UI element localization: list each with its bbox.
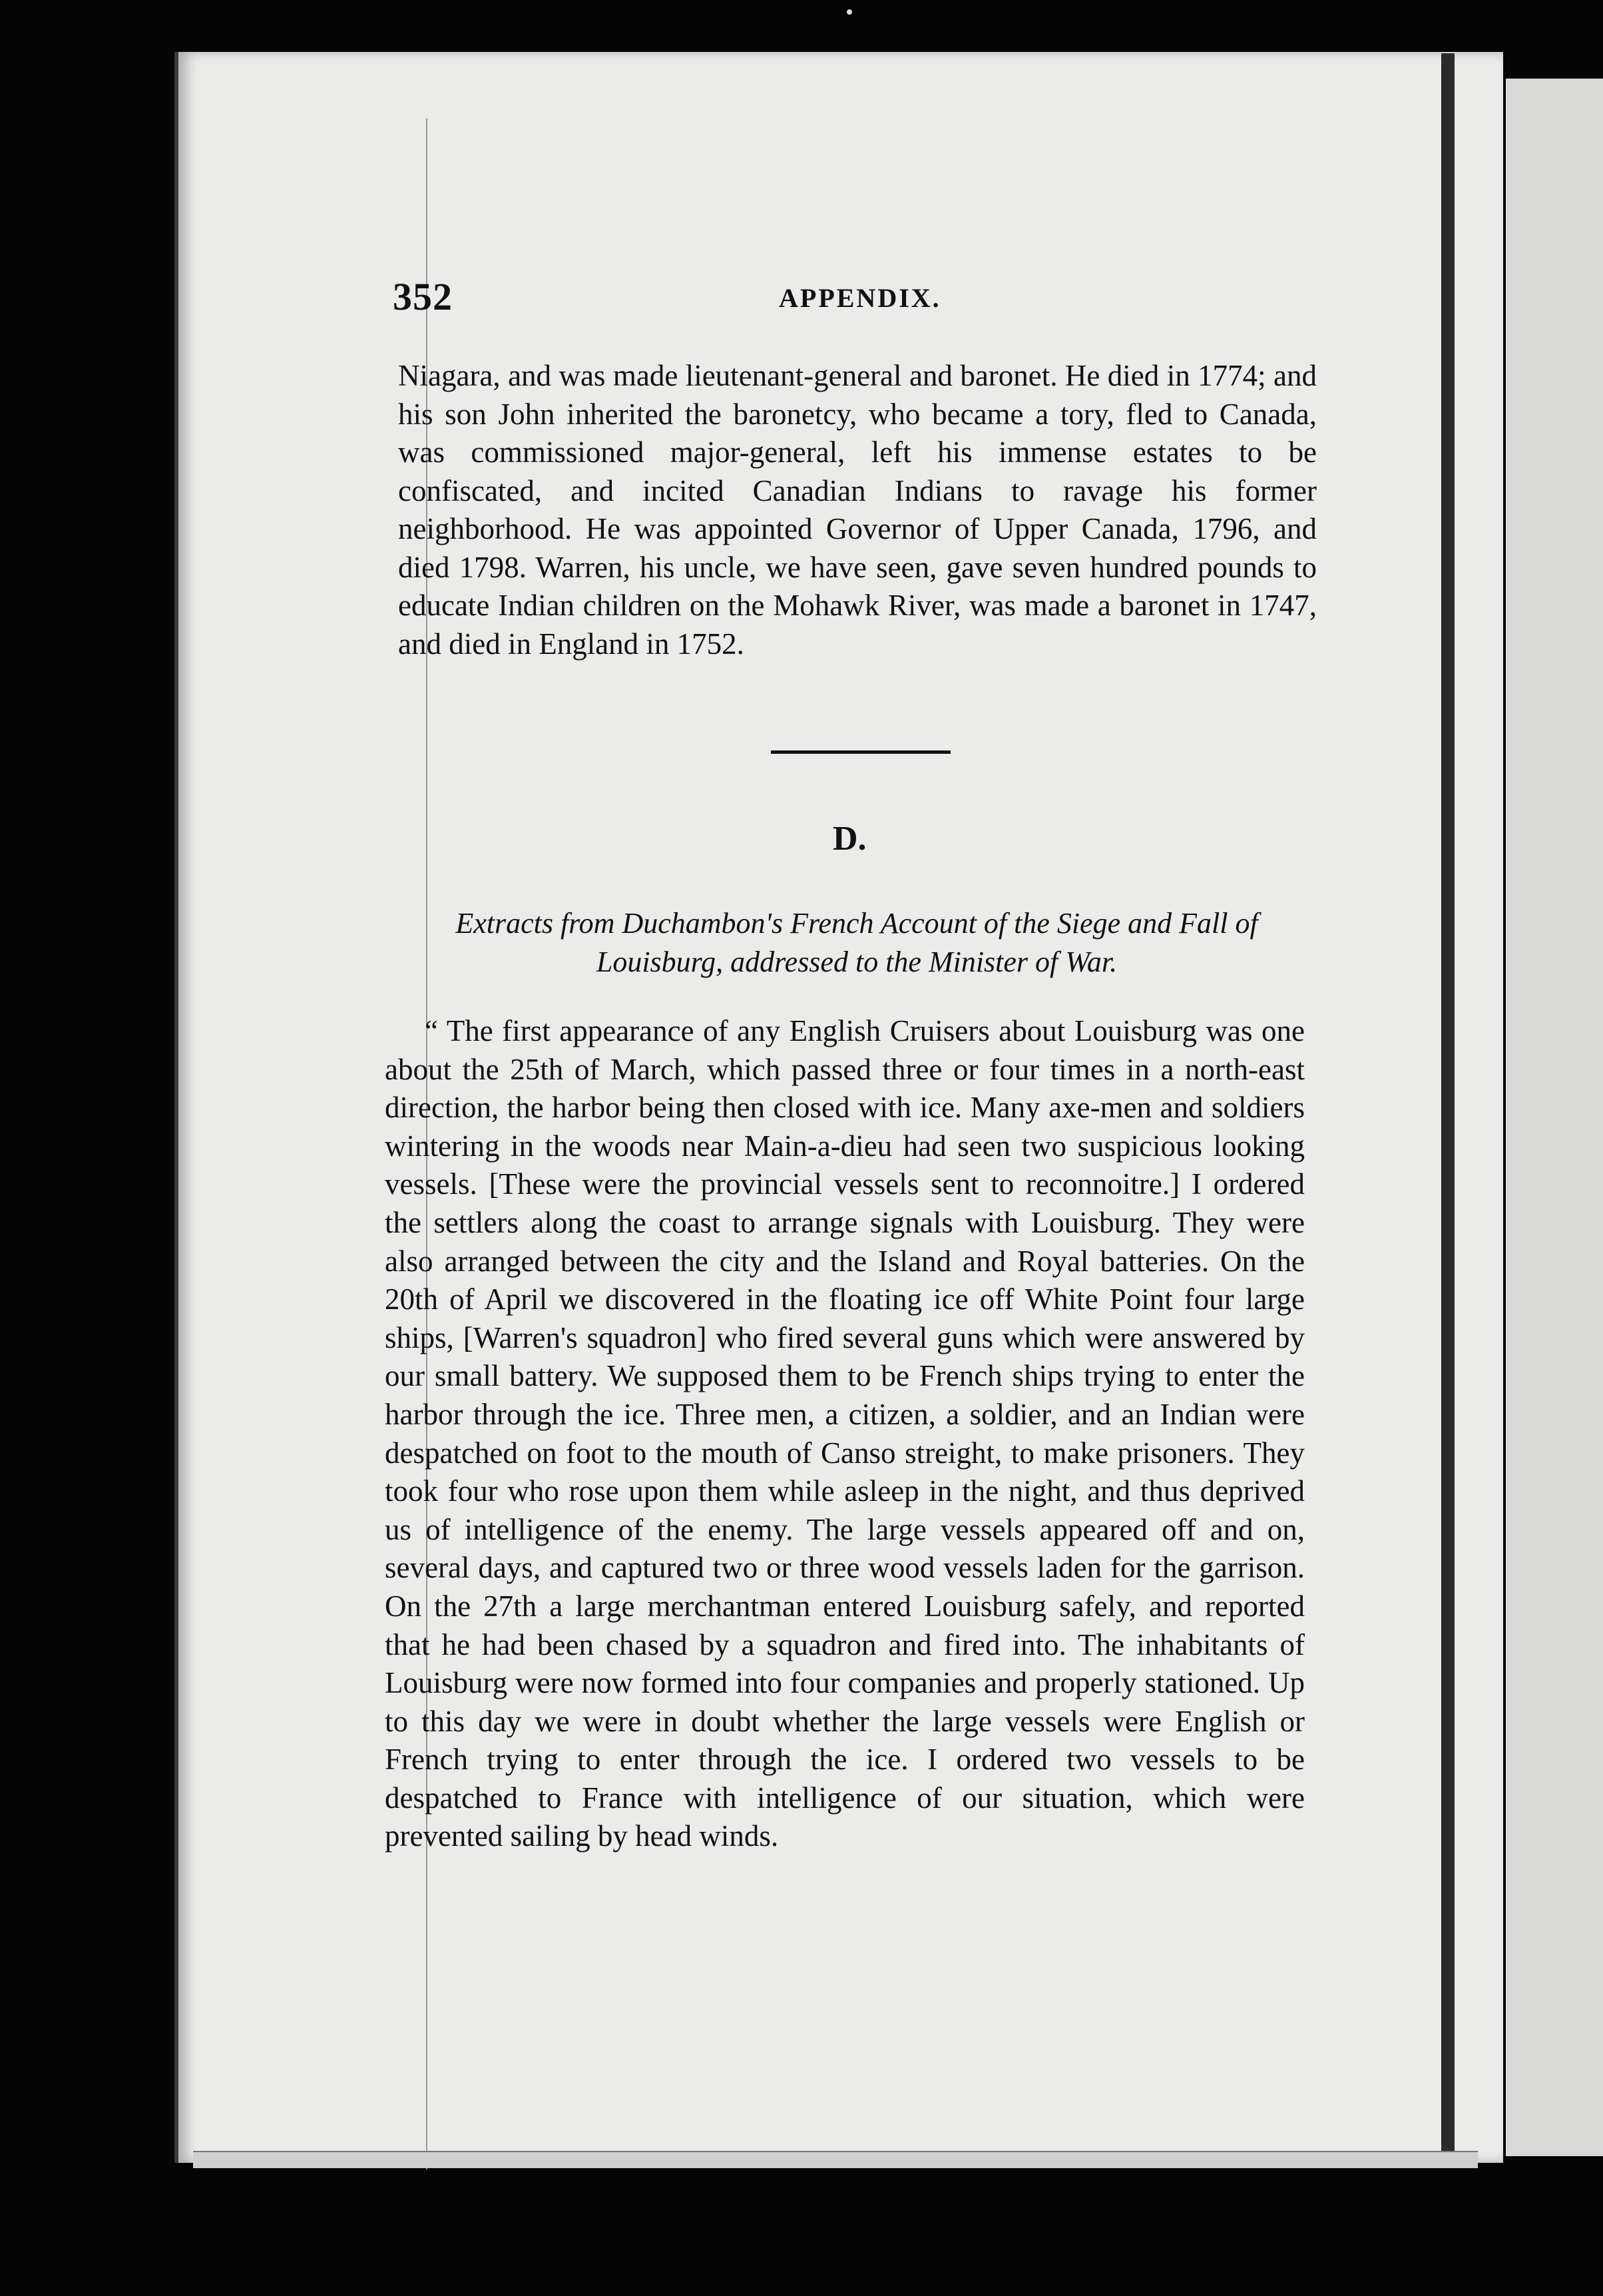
paragraph-continued bbox=[398, 357, 1317, 663]
page-number: 352 bbox=[393, 275, 453, 318]
book-binding-shadow bbox=[1441, 53, 1455, 2164]
paragraph-1-text: Niagara, and was made lieutenant-general and baronet. He died in 1774; and his son John inherited the baronetcy, who became a tory, fled to Canada, was commissioned major-general, left his immense estates to be confiscated, and incited Canadian Indians to ravage his former neighborhood. He was appointed Governor of Upper Canada, 1796, and died 1798. Warren, his uncle, we have seen, gave seven hundred pounds to educate Indian children on the Mohawk River, was made a baronet in 1747, and died in England in 1752. bbox=[398, 359, 1317, 661]
running-head bbox=[393, 274, 1318, 328]
section-subtitle: Extracts from Duchambon's French Account of the Siege and Fall of Louisburg, addressed to the Minister of War. bbox=[455, 907, 1258, 978]
page-bottom-edge bbox=[193, 2151, 1478, 2168]
facing-page-edge bbox=[1506, 79, 1603, 2156]
scan-speck bbox=[847, 9, 852, 15]
running-header-title: APPENDIX. bbox=[779, 283, 941, 313]
section-heading: D. bbox=[833, 820, 867, 858]
paragraph-extract bbox=[385, 1012, 1305, 1856]
section-divider-rule bbox=[771, 750, 951, 754]
paragraph-2-text: “ The first appearance of any English Cruisers about Louisburg was one about the 25th of March, which passed three or four times in a north-east direction, the harbor being then closed with ice. Many axe-men and soldiers wintering in the woods near Main-a-dieu had seen two suspicious looking vessels. [These were the provincial vessels sent to reconnoitre.] I ordered the settlers along the coast to arrange signals with Louisburg. They were also arranged between the city and the Island and Royal batteries. On the 20th of April we discovered in the floating ice off White Point four large ships, [Warren's squadron] who fired several guns which were answered by our small battery. We supposed them to be French ships trying to enter the harbor through the ice. Three men, a citizen, a soldier, and an Indian were despatched on foot to the mouth of Canso streight, to make prisoners. They took four who rose upon them while asleep in the night, and thus deprived us of intelligence of the enemy. The large vessels appeared off and on, several days, and captured two or three wood vessels laden for the garrison. On the 27th a large merchantman entered Louisburg safely, and reported that he had been chased by a squadron and fired into. The inhabitants of Louisburg were now formed into four companies and properly stationed. Up to this day we were in doubt whether the large vessels were English or French trying to enter through the ice. I ordered two vessels to be despatched to France with intelligence of our situation, which were prevented sailing by head winds. bbox=[385, 1014, 1305, 1853]
